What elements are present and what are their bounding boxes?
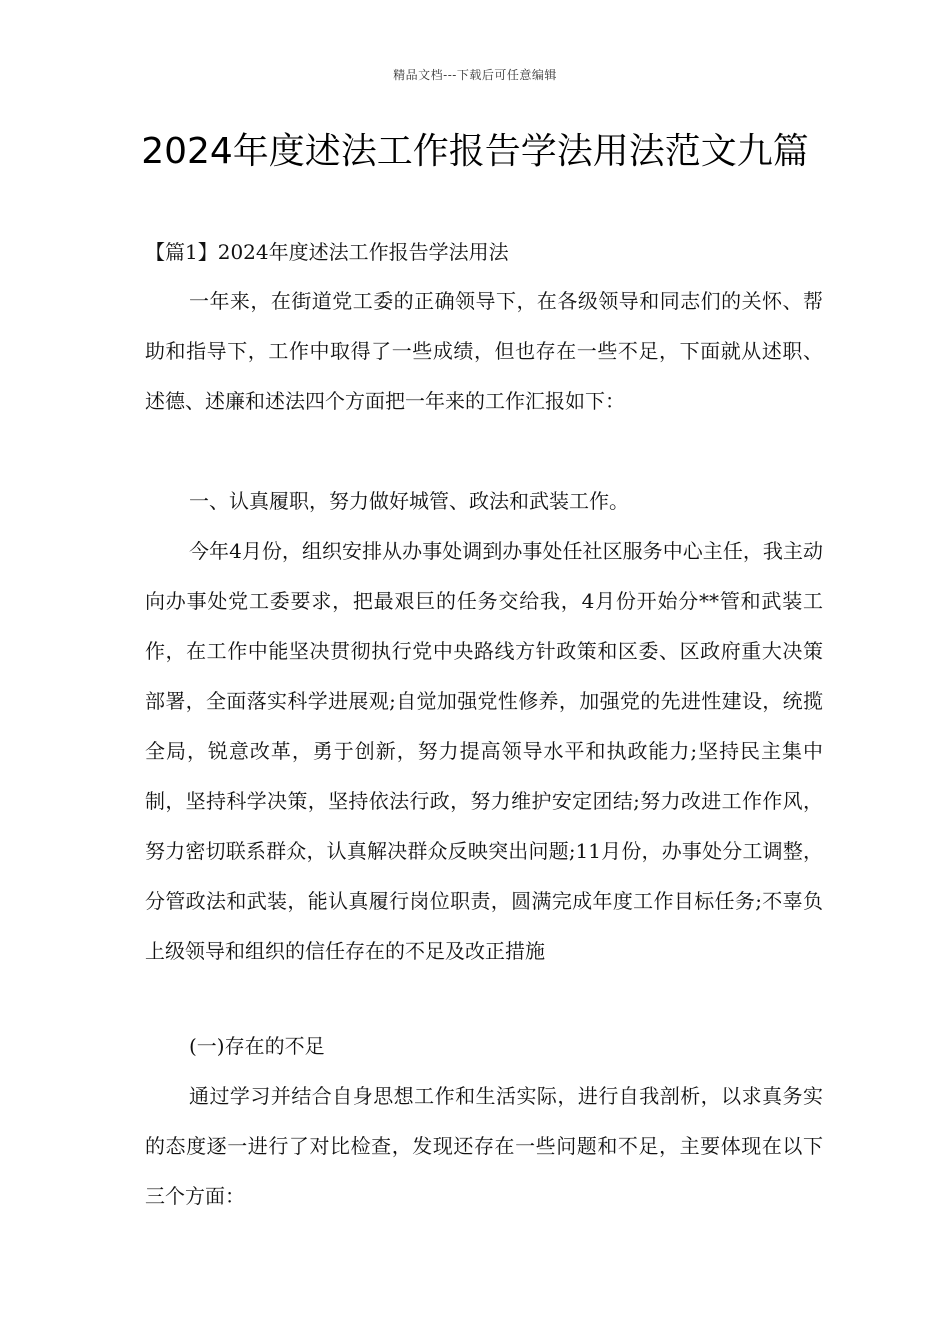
paragraph-intro: 一年来，在街道党工委的正确领导下，在各级领导和同志们的关怀、帮助和指导下，工作中取得了一些成绩，但也存在一些不足，下面就从述职、述德、述廉和述法四个方面把一年来的工作汇报如下： — [145, 289, 823, 413]
document-title: 2024年度述法工作报告学法用法范文九篇 — [141, 131, 809, 172]
paragraph-heading-1: 一、认真履职，努力做好城管、政法和武装工作。 — [189, 489, 629, 513]
section-label: 【篇1】2024年度述法工作报告学法用法 — [145, 240, 509, 264]
paragraph-work-summary: 今年4月份，组织安排从办事处调到办事处任社区服务中心主任，我主动向办事处党工委要求，把最艰巨的任务交给我，4月份开始分**管和武装工作，在工作中能坚决贯彻执行党中央路线方针政策和区委、区政府重大决策部署，全面落实科学进展观;自觉加强党性修养，加强党的先进性建设，统揽全局，锐意改革，勇于创新，努力提高领导水平和执政能力;坚持民主集中制，坚持科学决策，坚持依法行政，努力维护安定团结;努力改进工作作风，努力密切联系群众，认真解决群众反映突出问题;11月份，办事处分工调整，分管政法和武装，能认真履行岗位职责，圆满完成年度工作目标任务;不辜负上级领导和组织的信任存在的不足及改正措施 — [145, 539, 823, 963]
paragraph-self-review: 通过学习并结合自身思想工作和生活实际，进行自我剖析，以求真务实的态度逐一进行了对比检查，发现还存在一些问题和不足，主要体现在以下三个方面： — [145, 1084, 823, 1208]
header-note: 精品文档---下载后可任意编辑 — [393, 68, 557, 82]
paragraph-subheading: (一)存在的不足 — [189, 1034, 325, 1058]
